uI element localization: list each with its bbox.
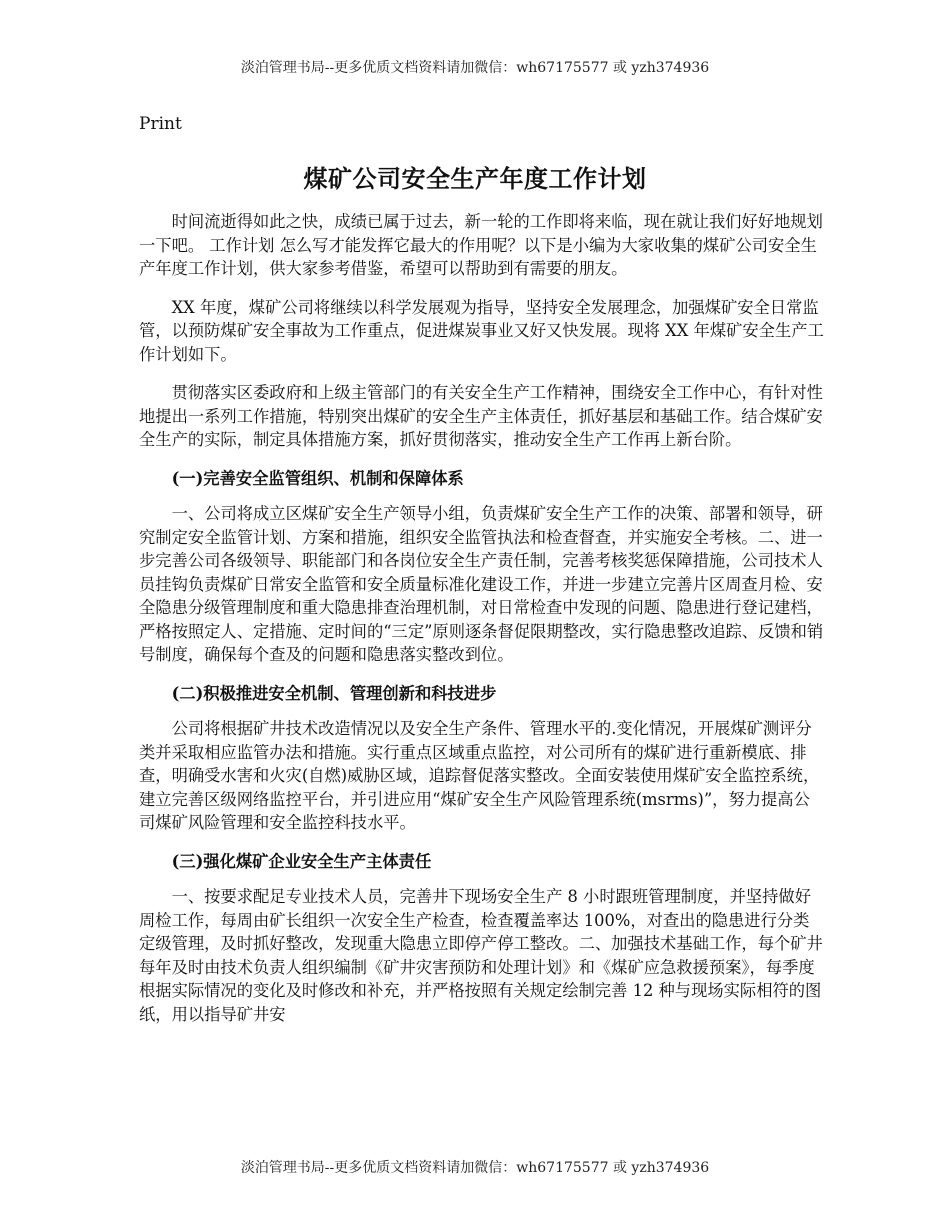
page-footer: 淡泊管理书局--更多优质文档资料请加微信：wh67175577 或 yzh374936 — [240, 1160, 710, 1176]
plan-overview-paragraph: XX 年度，煤矿公司将继续以科学发展观为指导，坚持安全发展理念，加强煤矿安全日常监管，以预防煤矿安全事故为工作重点，促进煤炭事业又好又快发展。现将 XX 年煤矿安全生产工作计划如下。 — [139, 297, 824, 364]
section-body: 一、按要求配足专业技术人员，完善井下现场安全生产 8 小时跟班管理制度，并坚持做好周检工作，每周由矿长组织一次安全生产检查，检查覆盖率达 100%，对查出的隐患进行分类定级管理，及时抓好整改，发现重大隐患立即停产停工整改。二、加强技术基础工作，每个矿井每年及时由技术负责人组织编制《矿井灾害预防和处理计划》和《煤矿应急救援预案》，每季度根据实际情况的变化及时修改和补充，并严格按照有关规定绘制完善 12 种与现场实际相符的图纸，用以指导矿井安 — [139, 887, 823, 1024]
print-label: Print — [139, 114, 182, 134]
intro-paragraph: 时间流逝得如此之快，成绩已属于过去，新一轮的工作即将来临，现在就让我们好好地规划一下吧。 工作计划 怎么写才能发挥它最大的作用呢？以下是小编为大家收集的煤矿公司安全生产年度工作计划，供大家参考借鉴，希望可以帮助到有需要的朋友。 — [139, 212, 823, 278]
document-body — [139, 210, 824, 1026]
section-body: 一、公司将成立区煤矿安全生产领导小组，负责煤矿安全生产工作的决策、部署和领导，研究制定安全监管计划、方案和措施，组织安全监管执法和检查督查，并实施安全考核。二、进一步完善公司各级领导、职能部门和各岗位安全生产责任制，完善考核奖惩保障措施，公司技术人员挂钩负责煤矿日常安全监管和安全质量标准化建设工作，并进一步建立完善片区周查月检、安全隐患分级管理制度和重大隐患排查治理机制，对日常检查中发现的问题、隐患进行登记建档，严格按照定人、定措施、定时间的“三定”原则逐条督促限期整改，实行隐患整改追踪、反馈和销号制度，确保每个查及的问题和隐患落实整改到位。 — [139, 504, 824, 664]
guiding-principle-paragraph: 贯彻落实区委政府和上级主管部门的有关安全生产工作精神，围绕安全工作中心，有针对性地提出一系列工作措施，特别突出煤矿的安全生产主体责任，抓好基层和基础工作。结合煤矿安全生产的实际，制定具体措施方案，抓好贯彻落实，推动安全生产工作再上新台阶。 — [139, 383, 823, 449]
document-title: 煤矿公司安全生产年度工作计划 — [303, 164, 647, 193]
section-heading: (二)积极推进安全机制、管理创新和科技进步 — [171, 683, 497, 703]
section-heading: (三)强化煤矿企业安全生产主体责任 — [171, 851, 432, 871]
section-body: 公司将根据矿井技术改造情况以及安全生产条件、管理水平的.变化情况，开展煤矿测评分类并采取相应监管办法和措施。实行重点区域重点监控，对公司所有的煤矿进行重新模底、排查，明确受水害和火灾(自燃)威胁区域，追踪督促落实整改。全面安装使用煤矿安全监控系统，建立完善区级网络监控平台，并引进应用“煤矿安全生产风险管理系统(msrms)”，努力提高公司煤矿风险管理和安全监控科技水平。 — [139, 719, 820, 832]
section-heading: (一)完善安全监管组织、机制和保障体系 — [171, 468, 464, 488]
page-header: 淡泊管理书局--更多优质文档资料请加微信：wh67175577 或 yzh374936 — [240, 60, 710, 76]
